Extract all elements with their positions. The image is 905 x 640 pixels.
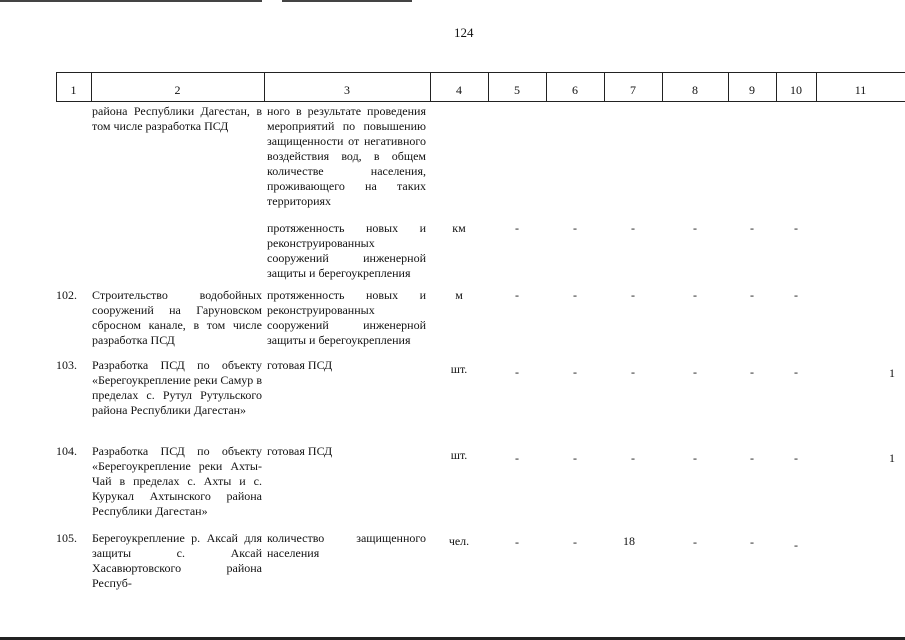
- value-col-10: -: [794, 221, 798, 235]
- value-col-7: -: [631, 288, 635, 302]
- value-col-7: -: [631, 365, 635, 379]
- value-col-10: -: [794, 451, 798, 465]
- header-top-border: [56, 72, 905, 73]
- column-header-10: 10: [790, 83, 802, 97]
- row-unit: м: [455, 288, 463, 302]
- column-header-3: 3: [344, 83, 350, 97]
- column-header-8: 8: [692, 83, 698, 97]
- column-header-9: 9: [749, 83, 755, 97]
- row-name: Строительство водобойных сооружений на Гаруновском сбросном канале, в том числе разработка ПСД: [92, 288, 262, 347]
- row-unit: шт.: [450, 362, 468, 376]
- value-col-7: 18: [623, 534, 635, 548]
- row-name: Разработка ПСД по объекту «Берегоукрепление реки Самур в пределах с. Рутул Рутульского района Республики Дагестан»: [92, 358, 262, 417]
- value-col-6: -: [573, 451, 577, 465]
- header-bottom-border: [56, 101, 905, 102]
- value-col-6: -: [573, 221, 577, 235]
- value-col-6: -: [573, 365, 577, 379]
- value-col-9: -: [750, 535, 754, 549]
- column-header-5: 5: [514, 83, 520, 97]
- column-header-7: 7: [630, 83, 636, 97]
- row-indicator: готовая ПСД: [267, 444, 333, 458]
- value-col-8: -: [693, 365, 697, 379]
- column-header-11: 11: [854, 83, 867, 97]
- row-name: Разработка ПСД по объекту «Берегоукрепление реки Ахты-Чай в пределах с. Ахты и с. Курукал Ахтынского района Республики Дагестан»: [92, 444, 262, 518]
- value-col-8: -: [693, 288, 697, 302]
- value-col-8: -: [693, 221, 697, 235]
- row-indicator: количество защищенного населения: [267, 531, 426, 560]
- value-col-9: -: [750, 221, 754, 235]
- value-col-7: -: [631, 451, 635, 465]
- value-col-5: -: [515, 288, 519, 302]
- value-col-10: -: [794, 288, 798, 302]
- value-col-5: -: [515, 535, 519, 549]
- row-unit: км: [452, 221, 466, 235]
- value-col-6: -: [573, 288, 577, 302]
- value-col-8: -: [693, 535, 697, 549]
- row-number: 104.: [56, 444, 77, 458]
- value-col-11: 1: [889, 451, 895, 465]
- scan-top-rule-right: [282, 0, 412, 2]
- row-name: района Республики Дагестан, в том числе разработка ПСД: [92, 104, 262, 133]
- page-number: 124: [454, 25, 474, 40]
- scan-top-rule-left: [0, 0, 262, 2]
- value-col-9: -: [750, 288, 754, 302]
- column-header-4: 4: [456, 83, 462, 97]
- row-number: 105.: [56, 531, 77, 545]
- row-number: 103.: [56, 358, 77, 372]
- value-col-8: -: [693, 451, 697, 465]
- value-col-11: 1: [889, 366, 895, 380]
- value-col-5: -: [515, 365, 519, 379]
- column-header-6: 6: [572, 83, 578, 97]
- row-indicator: ного в результате проведения мероприятий по повышению защищенности от негативного воздействия вод, в общем количестве населения, проживающего на таких территориях: [267, 104, 426, 208]
- value-col-6: -: [573, 535, 577, 549]
- column-header-2: 2: [174, 83, 181, 97]
- row-number: 102.: [56, 288, 77, 302]
- value-col-9: -: [750, 365, 754, 379]
- value-col-5: -: [515, 451, 519, 465]
- value-col-10: -: [794, 538, 798, 552]
- row-indicator: протяженность новых и реконструированных сооружений инженерной защиты и берегоукрепления: [267, 288, 426, 347]
- row-unit: чел.: [448, 534, 470, 548]
- column-header-1: 1: [70, 83, 77, 97]
- value-col-10: -: [794, 365, 798, 379]
- value-col-7: -: [631, 221, 635, 235]
- value-col-9: -: [750, 451, 754, 465]
- row-indicator: протяженность новых и реконструированных сооружений инженерной защиты и берегоукрепления: [267, 221, 426, 280]
- value-col-5: -: [515, 221, 519, 235]
- row-indicator: готовая ПСД: [267, 358, 333, 372]
- row-unit: шт.: [450, 448, 468, 462]
- row-name: Берегоукрепление р. Аксай для защиты с. Аксай Хасавюртовского района Респуб-: [92, 531, 262, 590]
